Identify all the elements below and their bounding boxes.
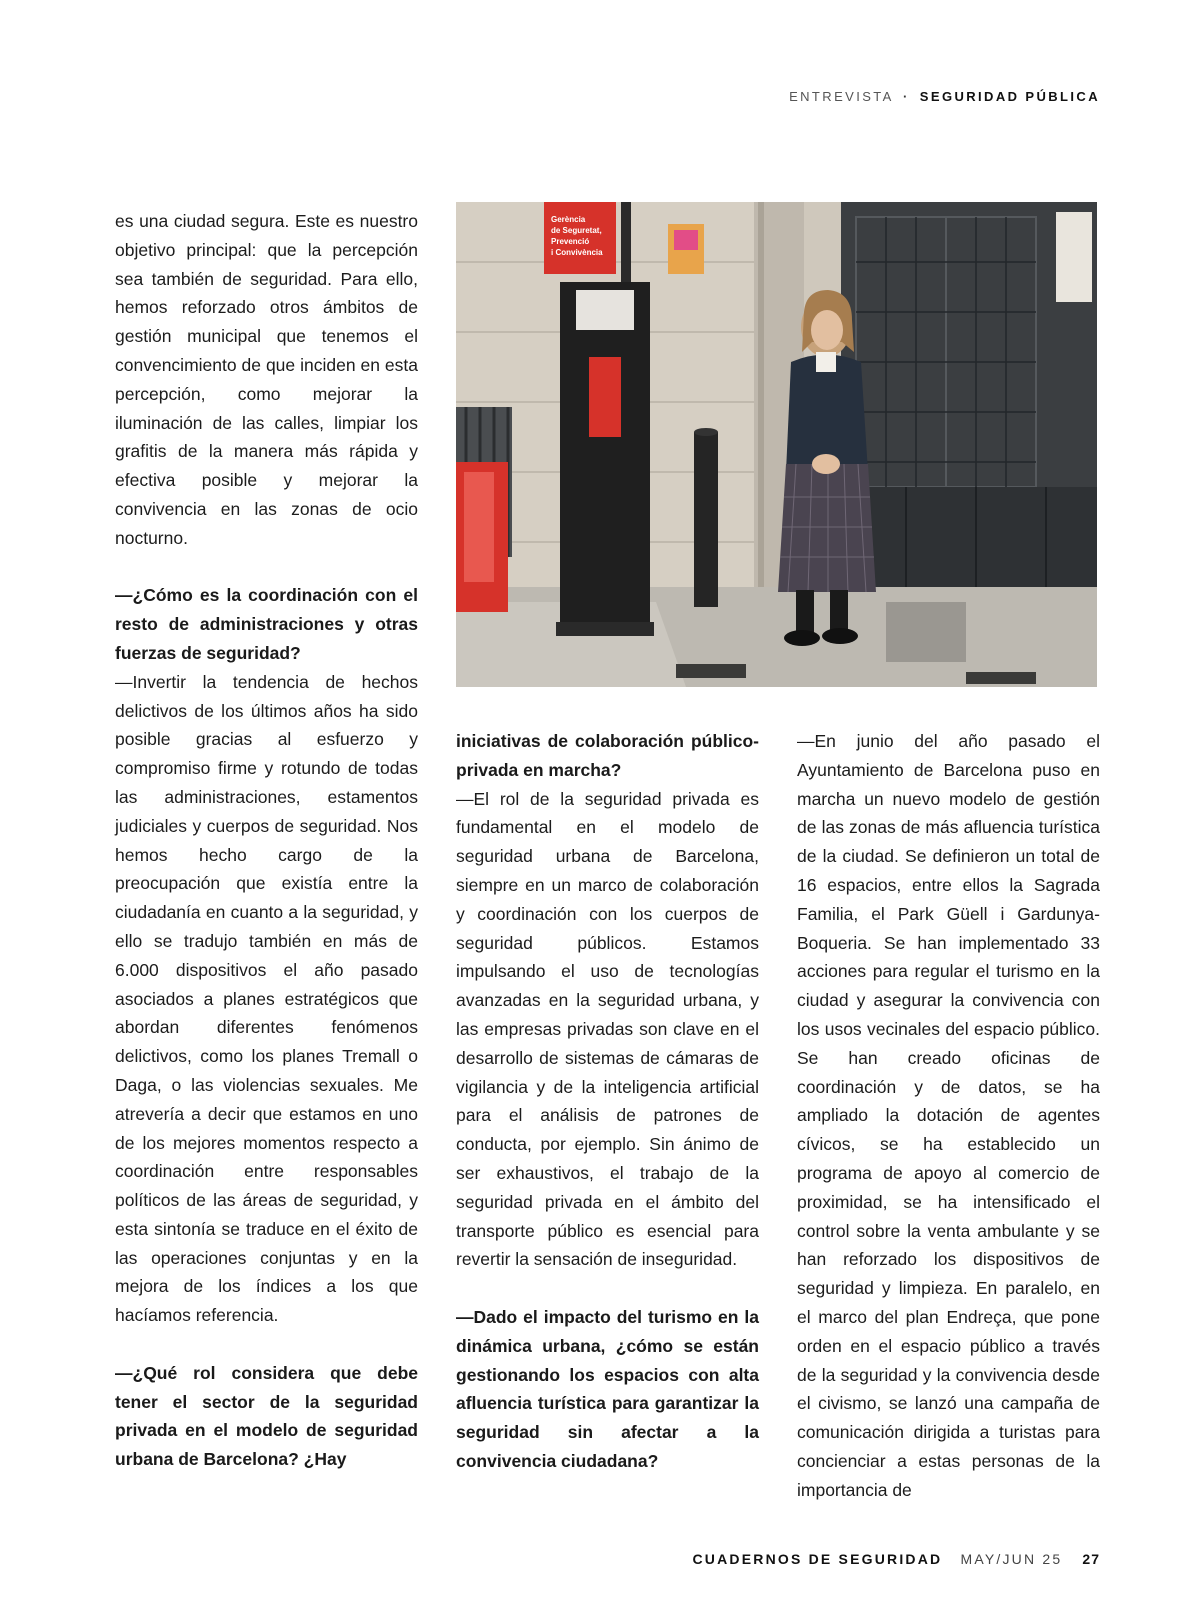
answer-paragraph: —El rol de la seguridad privada es fundamental en el modelo de seguridad urbana de Barcelona, siempre en un marco de colaboración y coordinación con los cuerpos de seguridad públicos. Estamos impulsando el uso de tecnologías avanzadas en la seguridad urbana, y las empresas privadas son clave en el desarrollo de sistemas de cámaras de vigilancia y de la inteligencia artificial para el análisis de patrones de conducta, por ejemplo. Sin ánimo de ser exhaustivos, el trabajo de la seguridad privada en el ámbito del transporte público es esencial para revertir la sensación de inseguridad.: [456, 788, 759, 1270]
info-kiosk: [560, 282, 650, 627]
sign-line-2: de Seguretat,: [551, 226, 602, 235]
answer-paragraph: —En junio del año pasado el Ayuntamiento de Barcelona puso en marcha un nuevo modelo de gestión de las zonas de más afluencia turística de la ciudad. Se definieron un total de 16 espacios, entre ellos la Sagrada Familia, el Park Güell i Gardunya-Boqueria. Se han implementado 33 acciones para regular el turismo en la ciudad y asegurar la convivencia con los usos vecinales del espacio público. Se han creado oficinas de coordinación y de datos, se ha ampliado la dotación de agentes cívicos, se ha establecido un programa de apoyo al comercio de proximidad, se ha intensificado el control sobre la venta ambulante y se han reforzado los dispositivos de seguridad y limpieza. En paralelo, en el marco del plan Endreça, que pone orden en el espacio público a través de la seguridad y la convivencia desde el civismo, se lanzó una campaña de comunicación dirigida a turistas para concienciar a estas personas de la importancia de: [797, 731, 1100, 1500]
question-paragraph: —¿Qué rol considera que debe tener el sector de la seguridad privada en el modelo de seguridad urbana de Barcelona? ¿Hay: [115, 1362, 418, 1470]
topic-label: SEGURIDAD PÚBLICA: [919, 89, 1100, 104]
interview-photo: [456, 202, 1097, 687]
answer-paragraph: —Invertir la tendencia de hechos delictivos de los últimos años ha sido posible gracias al esfuerzo y compromiso firme y rotundo de todas las administraciones, estamentos judiciales y cuerpos de seguridad. Nos hemos hecho cargo de la preocupación que existía entre la ciudadanía en cuanto a la seguridad, y ello se tradujo también en más de 6.000 dispositivos el año pasado asociados a planes estratégicos que abordan diferentes fenómenos delictivos, como los planes Tremall o Daga, o las violencias sexuales. Me atrevería a decir que estamos en uno de los mejores momentos respecto a coordinación entre responsables políticos de las áreas de seguridad, y esta sintonía se traduce en el éxito de las operaciones conjuntas y en la mejora de los índices a los que hacíamos referencia.: [115, 671, 418, 1326]
section-label: ENTREVISTA: [789, 89, 894, 104]
magazine-name: CUADERNOS DE SEGURIDAD: [692, 1551, 943, 1567]
question-paragraph: —Dado el impacto del turismo en la dinámica urbana, ¿cómo se están gestionando los espacios con alta afluencia turística para garantizar la seguridad sin afectar a la convivencia ciudadana?: [456, 1306, 759, 1471]
text-column-2: [456, 727, 759, 1476]
page-number: 27: [1082, 1551, 1100, 1567]
answer-paragraph: es una ciudad segura. Este es nuestro objetivo principal: que la percepción sea también de seguridad. Para ello, hemos reforzado otros ámbitos de gestión municipal que tenemos el convencimiento de que inciden en esta percepción, como mejorar la iluminación de las calles, limpiar los grafitis de la manera más rápida y efectiva posible y mejorar la convivencia en las zonas de ocio nocturno.: [115, 211, 418, 548]
question-paragraph: —¿Cómo es la coordinación con el resto de administraciones y otras fuerzas de seguridad?: [115, 585, 418, 663]
page-footer: [692, 1551, 1100, 1567]
issue-date: MAY/JUN 25: [960, 1551, 1063, 1567]
header-separator: ·: [903, 89, 910, 104]
text-column-1: [115, 207, 418, 1474]
text-column-3: [797, 727, 1100, 1505]
running-head: [789, 89, 1100, 104]
sign-line-1: Gerència: [551, 215, 586, 224]
sign-line-4: i Convivència: [551, 248, 603, 257]
question-paragraph: iniciativas de colaboración público-privada en marcha?: [456, 731, 759, 780]
sign-line-3: Prevenció: [551, 237, 590, 246]
